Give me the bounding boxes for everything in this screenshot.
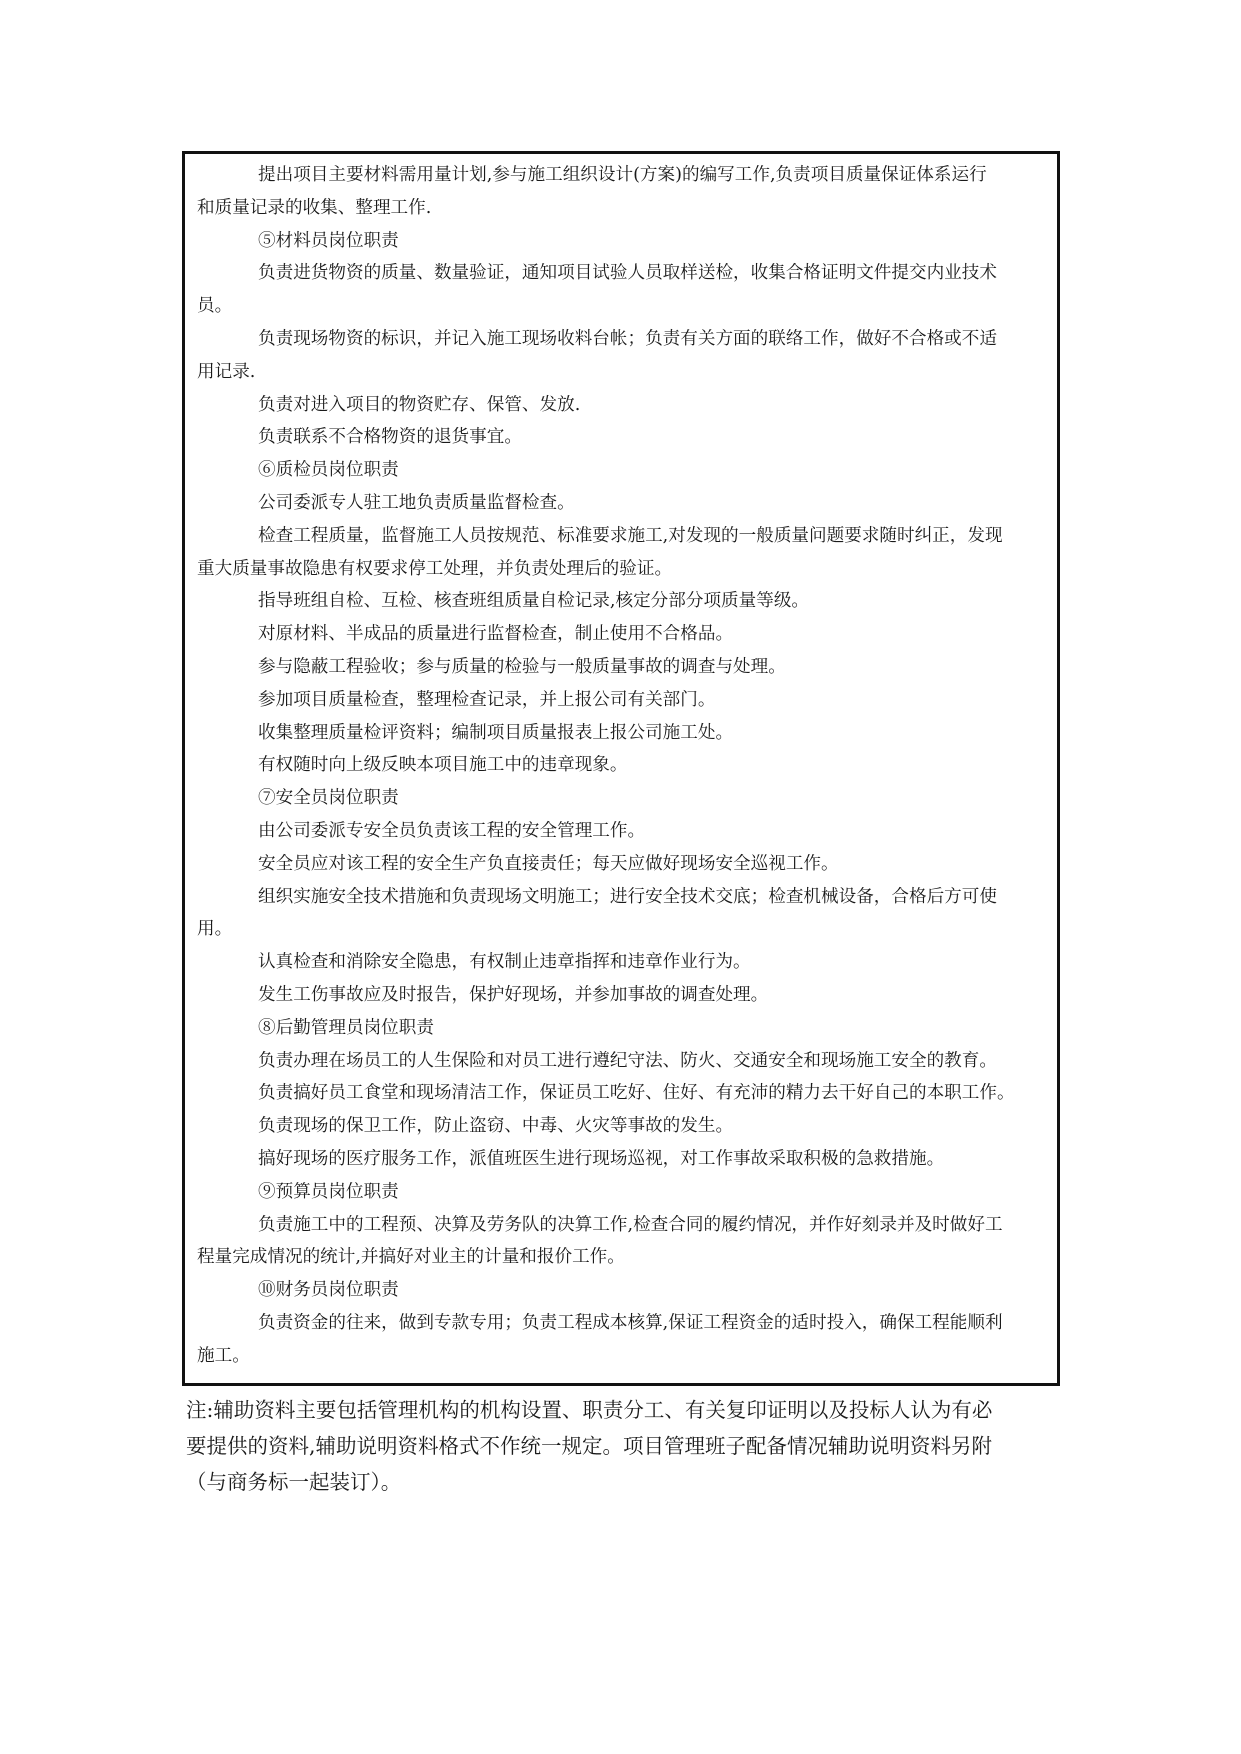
text-line: 负责进货物资的质量、数量验证，通知项目试验人员取样送检，收集合格证明文件提交内业技术	[258, 263, 997, 284]
text-line: 收集整理质量检评资料；编制项目质量报表上报公司施工处。	[258, 722, 734, 743]
text-line: 认真检查和消除安全隐患，有权制止违章指挥和违章作业行为。	[258, 952, 751, 973]
text-line: 重大质量事故隐患有权要求停工处理，并负责处理后的验证。	[197, 558, 673, 579]
note-line: （与商务标一起装订）。	[186, 1470, 402, 1494]
text-line: 参与隐蔽工程验收；参与质量的检验与一般质量事故的调查与处理。	[258, 656, 786, 677]
text-line: ⑤材料员岗位职责	[258, 230, 399, 251]
text-line: 发生工伤事故应及时报告，保护好现场，并参加事故的调查处理。	[258, 984, 769, 1005]
text-line: 员。	[197, 296, 233, 317]
responsibilities-box	[182, 151, 1060, 1386]
text-line: 负责办理在场员工的人生保险和对员工进行遵纪守法、防火、交通安全和现场施工安全的教育。	[258, 1050, 997, 1071]
text-line: 施工。	[197, 1345, 250, 1366]
text-line: 由公司委派专安全员负责该工程的安全管理工作。	[258, 820, 646, 841]
text-line: 参加项目质量检查，整理检查记录，并上报公司有关部门。	[258, 689, 716, 710]
footnote	[186, 1392, 1056, 1500]
text-line: 提出项目主要材料需用量计划,参与施工组织设计(方案)的编写工作,负责项目质量保证体系运行	[258, 165, 987, 185]
text-line: 检查工程质量，监督施工人员按规范、标准要求施工,对发现的一般质量问题要求随时纠正，发现	[258, 525, 1003, 546]
note-line: 要提供的资料,辅助说明资料格式不作统一规定。项目管理班子配备情况辅助说明资料另附	[186, 1434, 993, 1458]
text-line: 和质量记录的收集、整理工作.	[197, 197, 432, 218]
text-line: 公司委派专人驻工地负责质量监督检查。	[258, 492, 575, 513]
text-line: ⑦安全员岗位职责	[258, 788, 399, 809]
text-line: 指导班组自检、互检、核查班组质量自检记录,核定分部分项质量等级。	[258, 591, 810, 612]
text-line: 负责资金的往来，做到专款专用；负责工程成本核算,保证工程资金的适时投入，确保工程能顺利	[258, 1312, 1003, 1333]
text-line: 用记录.	[197, 361, 256, 382]
text-line: 用。	[197, 919, 233, 940]
text-line: 负责联系不合格物资的退货事宜。	[258, 427, 522, 448]
text-line: ⑩财务员岗位职责	[258, 1280, 399, 1301]
text-line: ⑧后勤管理员岗位职责	[258, 1017, 434, 1038]
text-line: 有权随时向上级反映本项目施工中的违章现象。	[258, 755, 628, 776]
text-line: 搞好现场的医疗服务工作，派值班医生进行现场巡视，对工作事故采取积极的急救措施。	[258, 1148, 945, 1169]
text-line: 程量完成情况的统计,并搞好对业主的计量和报价工作。	[197, 1247, 625, 1268]
text-line: 对原材料、半成品的质量进行监督检查，制止使用不合格品。	[258, 624, 734, 645]
note-line: 注:辅助资料主要包括管理机构的机构设置、职责分工、有关复印证明以及投标人认为有必	[186, 1398, 993, 1422]
text-line: 安全员应对该工程的安全生产负直接责任；每天应做好现场安全巡视工作。	[258, 853, 839, 874]
text-line: 负责现场的保卫工作，防止盗窃、中毒、火灾等事故的发生。	[258, 1116, 734, 1137]
text-line: 负责现场物资的标识，并记入施工现场收料台帐；负责有关方面的联络工作，做好不合格或不适	[258, 328, 997, 349]
text-line: 负责对进入项目的物资贮存、保管、发放.	[258, 394, 581, 415]
text-line: 负责搞好员工食堂和现场清洁工作，保证员工吃好、住好、有充沛的精力去干好自己的本职工作。	[258, 1083, 1015, 1104]
text-line: ⑨预算员岗位职责	[258, 1181, 399, 1202]
text-line: ⑥质检员岗位职责	[258, 460, 399, 481]
text-line: 组织实施安全技术措施和负责现场文明施工；进行安全技术交底；检查机械设备，合格后方可使	[258, 886, 997, 907]
text-line: 负责施工中的工程预、决算及劳务队的决算工作,检查合同的履约情况，并作好刻录并及时做好工	[258, 1214, 1003, 1235]
